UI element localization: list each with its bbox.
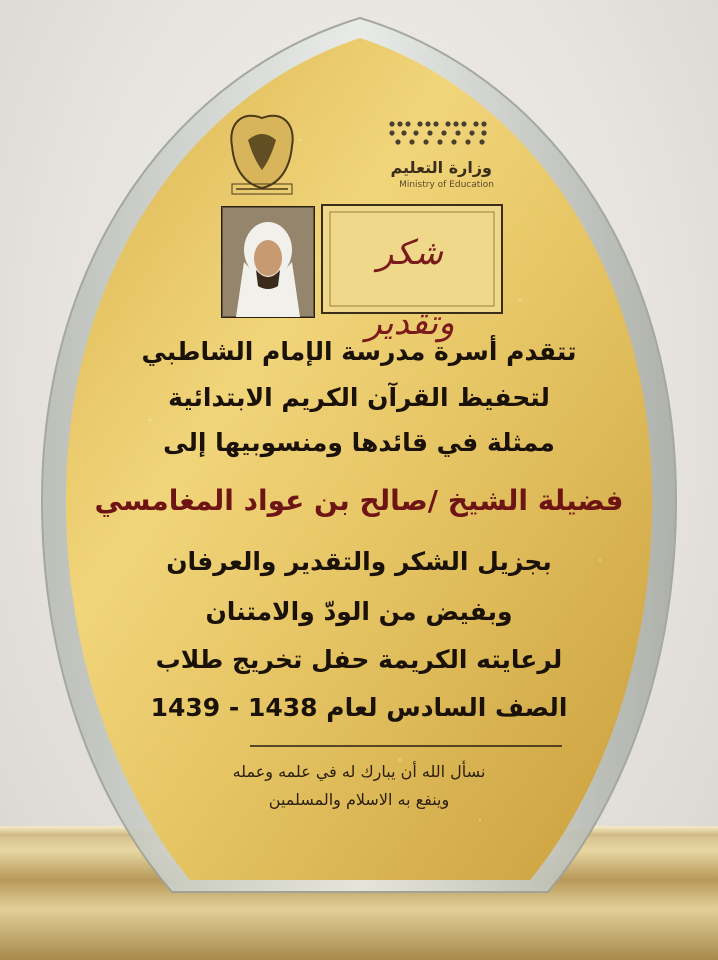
thanks-title: شكر وتقدير [365, 233, 455, 343]
honoree-photo [222, 207, 314, 317]
prayer-line-1: نسأل الله أن يبارك له في علمه وعمله [232, 762, 486, 781]
ministry-name-english: Ministry of Education [399, 180, 494, 190]
ministry-name-arabic: وزارة التعليم [390, 158, 492, 177]
body-line-2: لتحفيظ القرآن الكريم الابتدائية [168, 383, 550, 412]
honoree-name: فضيلة الشيخ /صالح بن عواد المغامسي [94, 484, 624, 517]
body-line-4: بجزيل الشكر والتقدير والعرفان [166, 547, 552, 576]
prayer-line-2: وينفع به الاسلام والمسلمين [268, 790, 450, 809]
body-line-6: لرعايته الكريمة حفل تخريج طلاب [155, 645, 563, 674]
body-line-7: الصف السادس لعام 1438 - 1439 [150, 693, 568, 722]
body-line-5: وبفيض من الودّ والامتنان [205, 597, 513, 626]
body-line-3: ممثلة في قائدها ومنسوبيها إلى [163, 428, 555, 457]
body-line-1: تتقدم أسرة مدرسة الإمام الشاطبي [141, 337, 577, 366]
